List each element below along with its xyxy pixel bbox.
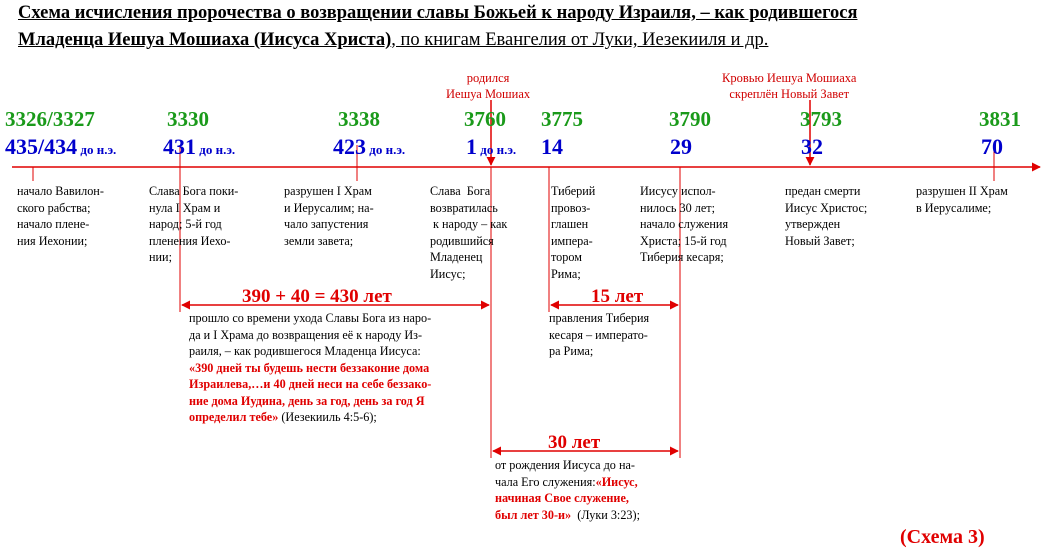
span-15-text: правления Тиберия кесаря – императо- ра Рима; bbox=[549, 311, 650, 358]
event-desc-6: Иисусу испол- нилось 30 лет; начало служения Христа; 15-й год Тиберия кесаря; bbox=[640, 184, 729, 264]
span-15-label: 15 лет bbox=[591, 286, 644, 307]
year-blue-1: 435/434 до н.э. bbox=[5, 134, 117, 159]
year-green-7: 3793 bbox=[800, 107, 842, 131]
scheme-label: (Схема 3) bbox=[900, 526, 985, 548]
year-blue-3: 423 до н.э. bbox=[333, 134, 406, 159]
year-blue-7: 32 bbox=[801, 134, 823, 159]
event-desc-1: начало Вавилон- ского рабства; начало плене- ния Иехонии; bbox=[17, 184, 104, 248]
span-30-text: от рождения Иисуса до на- чала Его служения:«Иисус, начиная Свое служение, был лет 30-и» (Луки 3:23); bbox=[495, 458, 640, 522]
year-blue-8: 70 bbox=[981, 134, 1003, 159]
annotation-covenant: Кровью Иешуа Мошиаха скреплён Новый Завет bbox=[722, 71, 857, 101]
year-green-6: 3790 bbox=[669, 107, 711, 131]
year-green-5: 3775 bbox=[541, 107, 583, 131]
diagram-title-line2: Младенца Иешуа Мошиаха (Иисуса Христа), по книгам Евангелия от Луки, Иезекииля и др. bbox=[18, 30, 769, 50]
diagram-title-line1: Схема исчисления пророчества о возвращении славы Божьей к народу Израиля, – как родившегося bbox=[18, 3, 858, 23]
event-desc-4: Слава Бога возвратилась к народу – как родившийся Младенец Иисус; bbox=[430, 184, 508, 281]
year-blue-6: 29 bbox=[670, 134, 692, 159]
year-green-3: 3338 bbox=[338, 107, 380, 131]
event-desc-8: разрушен II Храм в Иерусалиме; bbox=[916, 184, 1008, 215]
event-desc-3: разрушен I Храм и Иерусалим; на- чало запустения земли завета; bbox=[284, 184, 374, 248]
year-blue-4: 1 до н.э. bbox=[466, 134, 517, 159]
span-30-label: 30 лет bbox=[548, 432, 601, 453]
year-green-4: 3760 bbox=[464, 107, 506, 131]
event-desc-5: Тиберий провоз- глашен импера- тором Рима; bbox=[551, 184, 596, 281]
year-blue-2: 431 до н.э. bbox=[163, 134, 236, 159]
event-desc-2: Слава Бога поки- нула I Храм и народ; 5-й год пленения Иехо- нии; bbox=[149, 184, 239, 264]
span-430-text: прошло со времени ухода Славы Бога из наро- да и I Храма до возвращения её к народу Из- раиля, – как родившегося Младенца Иисуса: «390 дней ты будешь нести беззаконие дома Израилева,…и 40 дней неси на себе беззако- ние дома Иудина, день за год, день за год Я определил тебе» (Иезекииль 4:5-6); bbox=[189, 311, 432, 424]
annotation-born: родился Иешуа Мошиах bbox=[446, 71, 531, 101]
year-green-8: 3831 bbox=[979, 107, 1021, 131]
year-green-2: 3330 bbox=[167, 107, 209, 131]
year-green-1: 3326/3327 bbox=[5, 107, 95, 131]
span-430-label: 390 + 40 = 430 лет bbox=[242, 286, 392, 307]
event-desc-7: предан смерти Иисус Христос; утвержден Новый Завет; bbox=[785, 184, 868, 248]
year-blue-5: 14 bbox=[541, 134, 563, 159]
